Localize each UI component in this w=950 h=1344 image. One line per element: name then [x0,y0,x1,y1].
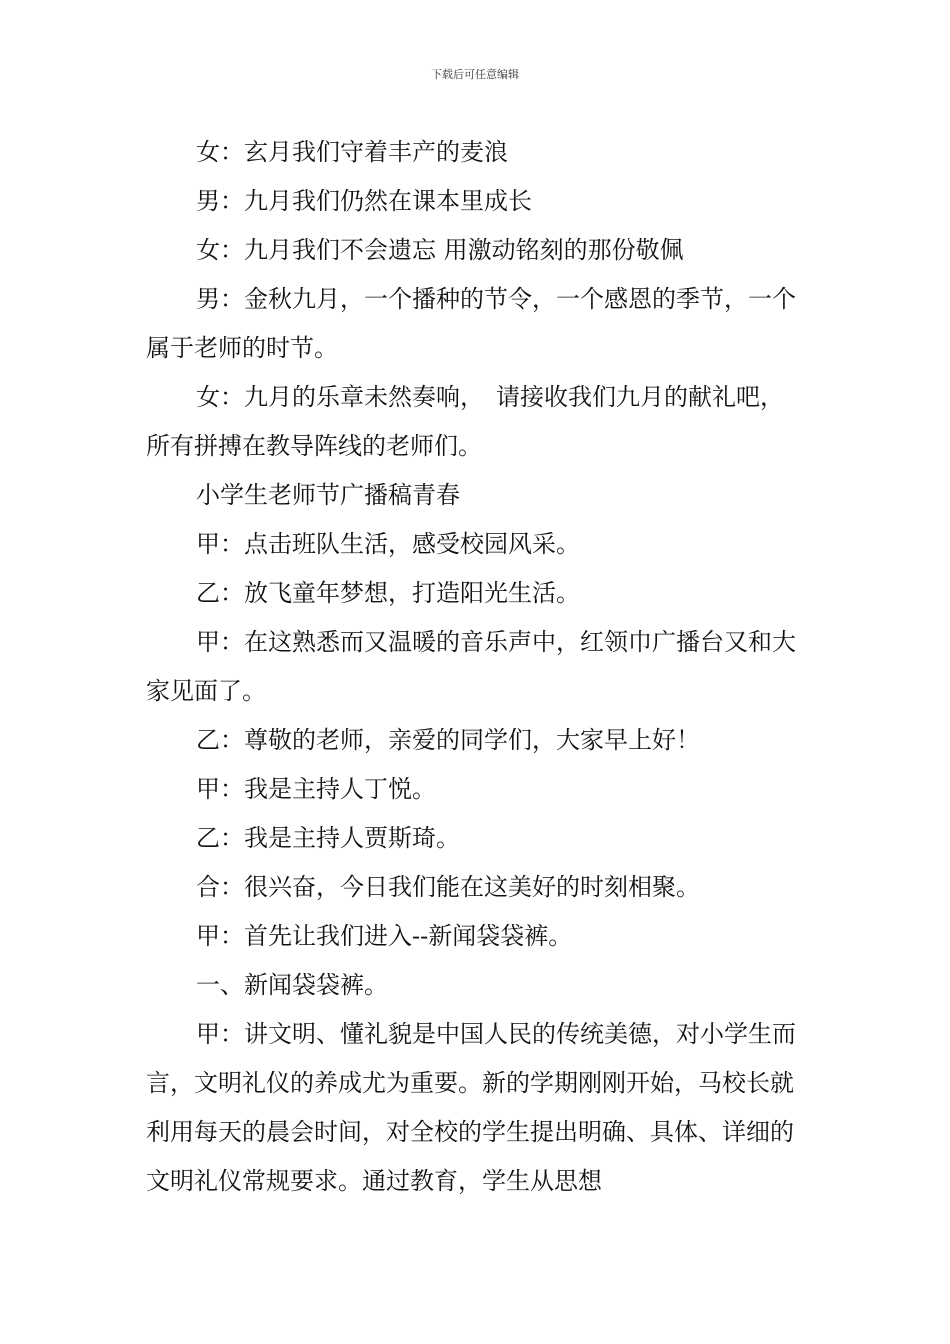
paragraph: 甲：我是主持人丁悦。 [196,775,436,803]
section-heading: 一、新闻袋袋裤。 [196,971,388,999]
paragraph: 男：金秋九月，一个播种的节令，一个感恩的季节，一个属于老师的时节。 [146,285,796,362]
paragraph: 女：九月的乐章未然奏响， 请接收我们九月的献礼吧， 所有拼搏在教导阵线的老师们。 [146,383,792,460]
paragraph: 乙：放飞童年梦想，打造阳光生活。 [196,579,580,607]
paragraph: 男：九月我们仍然在课本里成长 [196,187,532,215]
section-title: 小学生老师节广播稿青春 [196,481,460,509]
paragraph: 甲：点击班队生活，感受校园风采。 [196,530,580,558]
document-body [146,128,814,1206]
paragraph: 合：很兴奋，今日我们能在这美好的时刻相聚。 [196,873,700,901]
paragraph: 甲：在这熟悉而又温暖的音乐声中，红领巾广播台又和大家见面了。 [146,628,796,705]
paragraph: 乙：尊敬的老师，亲爱的同学们，大家早上好！ [196,726,700,754]
paragraph: 女：玄月我们守着丰产的麦浪 [196,138,508,166]
page-header: 下载后可任意编辑 [431,68,519,81]
paragraph: 女：九月我们不会遗忘 用激动铭刻的那份敬佩 [196,236,684,264]
paragraph: 甲：讲文明、懂礼貌是中国人民的传统美德，对小学生而言，文明礼仪的养成尤为重要。新的学期刚刚开始，马校长就利用每天的晨会时间，对全校的学生提出明确、具体、详细的文明礼仪常规要求。通过教育，学生从思想 [146,1020,796,1195]
paragraph: 乙：我是主持人贾斯琦。 [196,824,460,852]
paragraph: 甲：首先让我们进入--新闻袋袋裤。 [196,922,573,950]
